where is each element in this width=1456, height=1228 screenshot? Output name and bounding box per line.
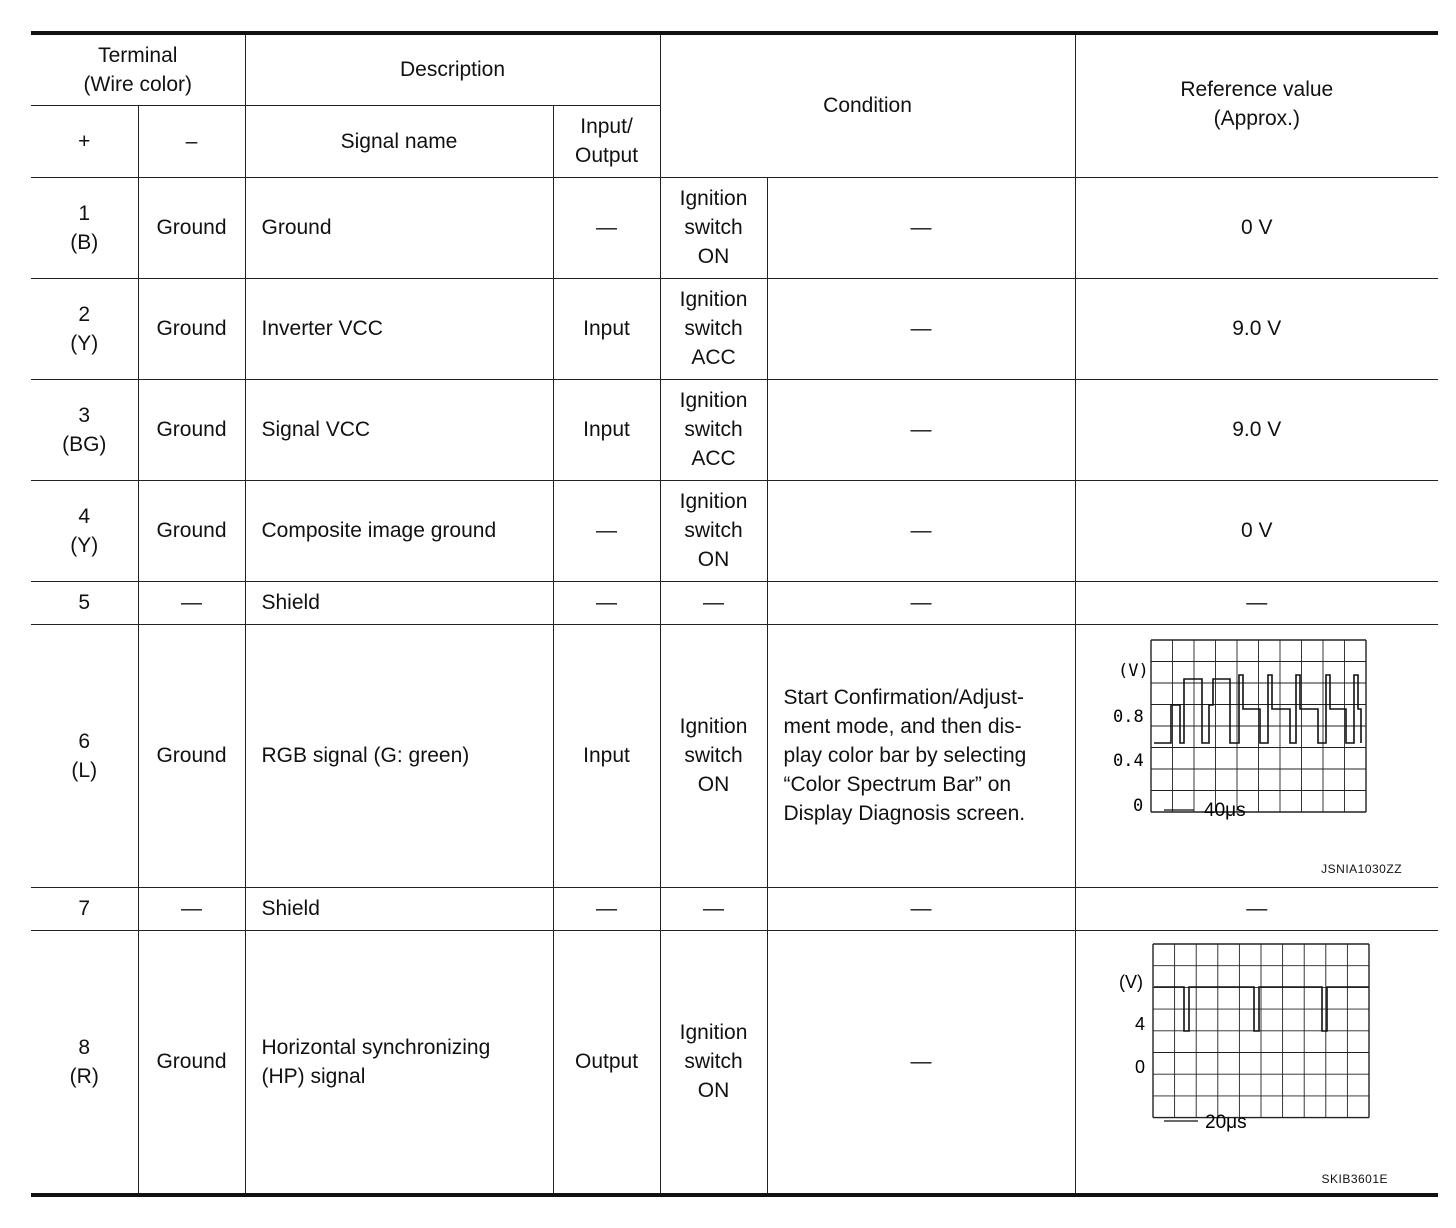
table-row [31, 887, 1438, 930]
wave-unit: (V) [1117, 660, 1149, 681]
terminal-minus: — [138, 887, 245, 930]
terminal-minus: Ground [138, 278, 245, 379]
hp-waveform-graph [1076, 931, 1439, 1193]
terminal-plus: 2 (Y) [31, 278, 138, 379]
condition-switch: Ignition switch ON [660, 177, 767, 278]
terminal-plus: 5 [31, 581, 138, 624]
condition-switch: — [660, 581, 767, 624]
table-row [31, 930, 1438, 1195]
header-description: Description [245, 33, 660, 105]
terminal-plus: 1 (B) [31, 177, 138, 278]
condition-switch: — [660, 887, 767, 930]
header-condition: Condition [660, 33, 1075, 177]
terminal-minus: — [138, 581, 245, 624]
table-row [31, 480, 1438, 581]
terminal-plus: 3 (BG) [31, 379, 138, 480]
wave-tick-0: 0 [1132, 795, 1143, 816]
condition-switch: Ignition switch ON [660, 930, 767, 1195]
signal-name: Horizontal synchronizing (HP) signal [245, 930, 553, 1195]
table-row [31, 278, 1438, 379]
wave-time-label: 20μs [1204, 1111, 1247, 1133]
input-output: — [553, 480, 660, 581]
header-plus: + [31, 105, 138, 177]
input-output: Input [553, 624, 660, 887]
condition-switch: Ignition switch ACC [660, 278, 767, 379]
header-input-output: Input/ Output [553, 105, 660, 177]
wave-unit: (V) [1118, 971, 1143, 992]
input-output: — [553, 177, 660, 278]
reference-value: 9.0 V [1075, 278, 1438, 379]
rgb-waveform-graph [1076, 625, 1439, 887]
terminal-minus: Ground [138, 624, 245, 887]
signal-name: Ground [245, 177, 553, 278]
input-output: Input [553, 379, 660, 480]
condition-switch: Ignition switch ON [660, 624, 767, 887]
wave-tick-0: 0 [1134, 1056, 1145, 1077]
terminal-reference-table [31, 31, 1438, 1197]
condition-detail: — [767, 581, 1075, 624]
reference-value: 0 V [1075, 480, 1438, 581]
header-terminal: Terminal (Wire color) [31, 33, 245, 105]
wave-tick-0.4: 0.4 [1112, 750, 1144, 771]
condition-detail: Start Confirmation/Adjust- ment mode, and then dis- play color bar by selecting “Color Spectrum Bar” on Display Diagnosis screen. [767, 624, 1075, 887]
wave-tick-0.8: 0.8 [1112, 706, 1144, 727]
input-output: Output [553, 930, 660, 1195]
signal-name: Composite image ground [245, 480, 553, 581]
signal-name: RGB signal (G: green) [245, 624, 553, 887]
reference-value [1075, 624, 1438, 887]
condition-detail: — [767, 177, 1075, 278]
header-minus: – [138, 105, 245, 177]
rgb-waveform [1076, 625, 1439, 887]
reference-value: 0 V [1075, 177, 1438, 278]
table-row [31, 581, 1438, 624]
reference-value: — [1075, 887, 1438, 930]
condition-detail: — [767, 379, 1075, 480]
table-row [31, 379, 1438, 480]
signal-name: Shield [245, 581, 553, 624]
reference-value: — [1075, 581, 1438, 624]
input-output: Input [553, 278, 660, 379]
terminal-plus: 7 [31, 887, 138, 930]
figure-code: JSNIA1030ZZ [1321, 861, 1403, 876]
wave-tick-4: 4 [1134, 1013, 1145, 1034]
terminal-plus: 8 (R) [31, 930, 138, 1195]
hp-waveform [1076, 931, 1439, 1193]
table-row [31, 177, 1438, 278]
terminal-minus: Ground [138, 177, 245, 278]
reference-value: 9.0 V [1075, 379, 1438, 480]
signal-name: Shield [245, 887, 553, 930]
terminal-plus: 4 (Y) [31, 480, 138, 581]
table-row [31, 624, 1438, 887]
terminal-plus: 6 (L) [31, 624, 138, 887]
condition-switch: Ignition switch ON [660, 480, 767, 581]
terminal-minus: Ground [138, 480, 245, 581]
condition-detail: — [767, 887, 1075, 930]
condition-detail: — [767, 930, 1075, 1195]
input-output: — [553, 887, 660, 930]
terminal-minus: Ground [138, 379, 245, 480]
signal-name: Signal VCC [245, 379, 553, 480]
header-signal-name: Signal name [245, 105, 553, 177]
terminal-minus: Ground [138, 930, 245, 1195]
reference-value [1075, 930, 1438, 1195]
rgb-signal-trace [1154, 675, 1361, 743]
wave-time-label: 40μs [1203, 799, 1246, 821]
header-reference-value: Reference value (Approx.) [1075, 33, 1438, 177]
figure-code: SKIB3601E [1321, 1171, 1389, 1186]
input-output: — [553, 581, 660, 624]
condition-switch: Ignition switch ACC [660, 379, 767, 480]
condition-detail: — [767, 480, 1075, 581]
condition-detail: — [767, 278, 1075, 379]
signal-name: Inverter VCC [245, 278, 553, 379]
